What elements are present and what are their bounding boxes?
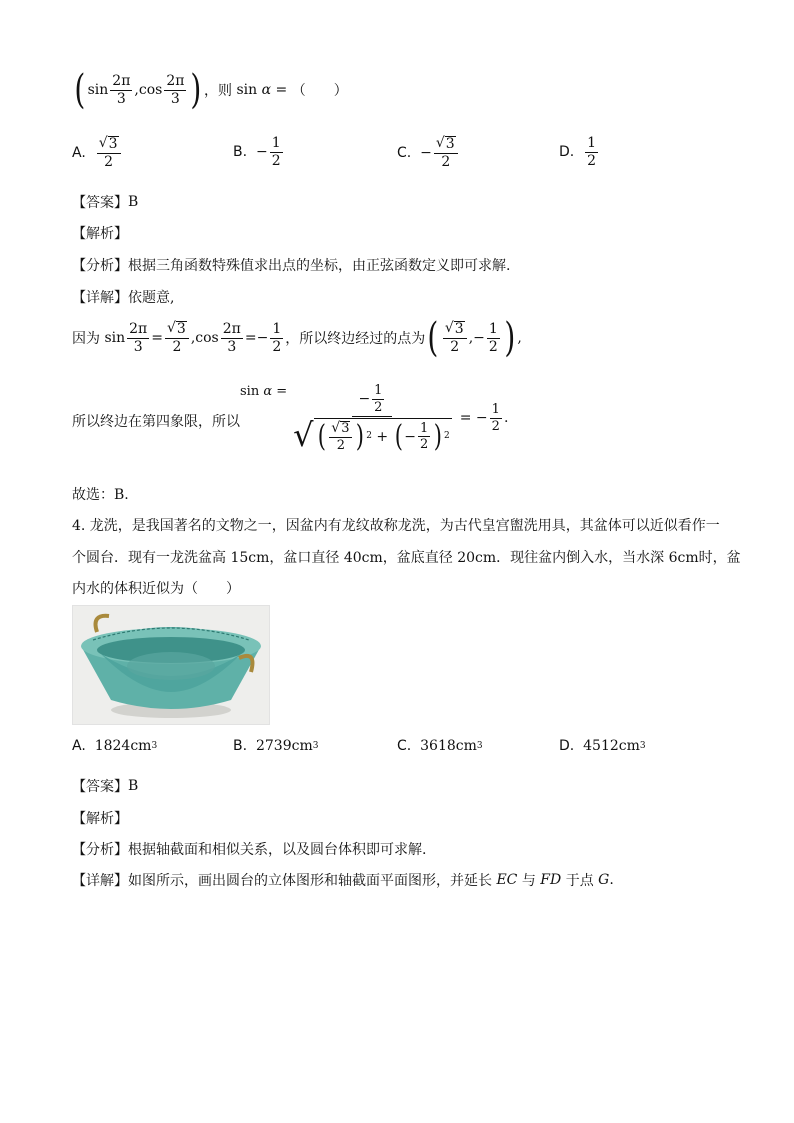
q3-analysis-heading: 【解析】 xyxy=(72,226,128,242)
q4-stem-line-2: 个圆台．现有一龙洗盆高 15cm，盆口直径 40cm，盆底直径 20cm．现往盆内倒入水，当水深 6cm时，盆 xyxy=(72,550,741,566)
q4-analysis-heading: 【解析】 xyxy=(72,811,128,827)
q4-stem-line-1: 4. 龙洗，是我国著名的文物之一，因盆内有龙纹故称龙洗，为古代皇宫盥洗用具，其盆体可以近似看作一 xyxy=(72,518,720,534)
q3-fenxi: 【分析】 根据三角函数特殊值求出点的坐标，由正弦函数定义即可求解. xyxy=(72,258,511,274)
dragon-basin-photo xyxy=(72,605,270,725)
q4-option-d: D. 4512cm 3 xyxy=(559,738,646,754)
q3-because-line: 因为 sin $\frac{2\pi}{3}$ = √ 3 2 ,cos $\frac{2\pi}{3}$ =− $\frac{1}{2}$ ，所以终边经过的点为 ( √ 3 2 ,− $\frac{1}{2}$ ) , xyxy=(72,315,522,361)
q4-stem-line-3: 内水的体积近似为（ ） xyxy=(72,581,240,597)
q3-option-d: D. $\frac{1}{2}$ xyxy=(559,135,597,169)
q4-answer: 【答案】 B xyxy=(72,778,139,795)
q4-fenxi: 【分析】 根据轴截面和相似关系，以及圆台体积即可求解. xyxy=(72,842,427,858)
q3-xiangjie: 【详解】 依题意, xyxy=(72,290,175,306)
q3-answer: 【答案】 B xyxy=(72,194,139,211)
q3-option-a: A. √ 3 2 xyxy=(72,136,123,169)
q4-option-a: A. 1824cm 3 xyxy=(72,738,158,754)
q3-option-c: C. − √ 3 2 xyxy=(397,136,460,169)
q4-option-b: B. 2739cm 3 xyxy=(233,738,319,754)
q3-intro-end: ，则 xyxy=(204,83,233,99)
q3-blank: （ ） xyxy=(291,83,348,99)
q4-xiangjie: 【详解】 如图所示，画出圆台的立体图形和轴截面平面图形，并延长 EC 与 FD 于点 G . xyxy=(72,872,614,889)
q3-stem-line: ( sin $\frac{2\pi}{3}$ ,cos $\frac{2\pi}{3}$ ) ，则 sin α = （ ） xyxy=(74,67,348,113)
q3-option-b: B. − $\frac{1}{2}$ xyxy=(233,135,281,169)
q3-quadrant-line: 所以终边在第四象限，所以 sin α = − $\frac{1}{2}$ √ ( √ 3 2 ) 2 + ( − $\frac{1}{2}$ ) 2 = − $\frac{1}{2}$ . xyxy=(72,383,509,454)
q3-conclusion: 故选：B. xyxy=(72,487,129,503)
q4-option-c: C. 3618cm 3 xyxy=(397,738,483,754)
